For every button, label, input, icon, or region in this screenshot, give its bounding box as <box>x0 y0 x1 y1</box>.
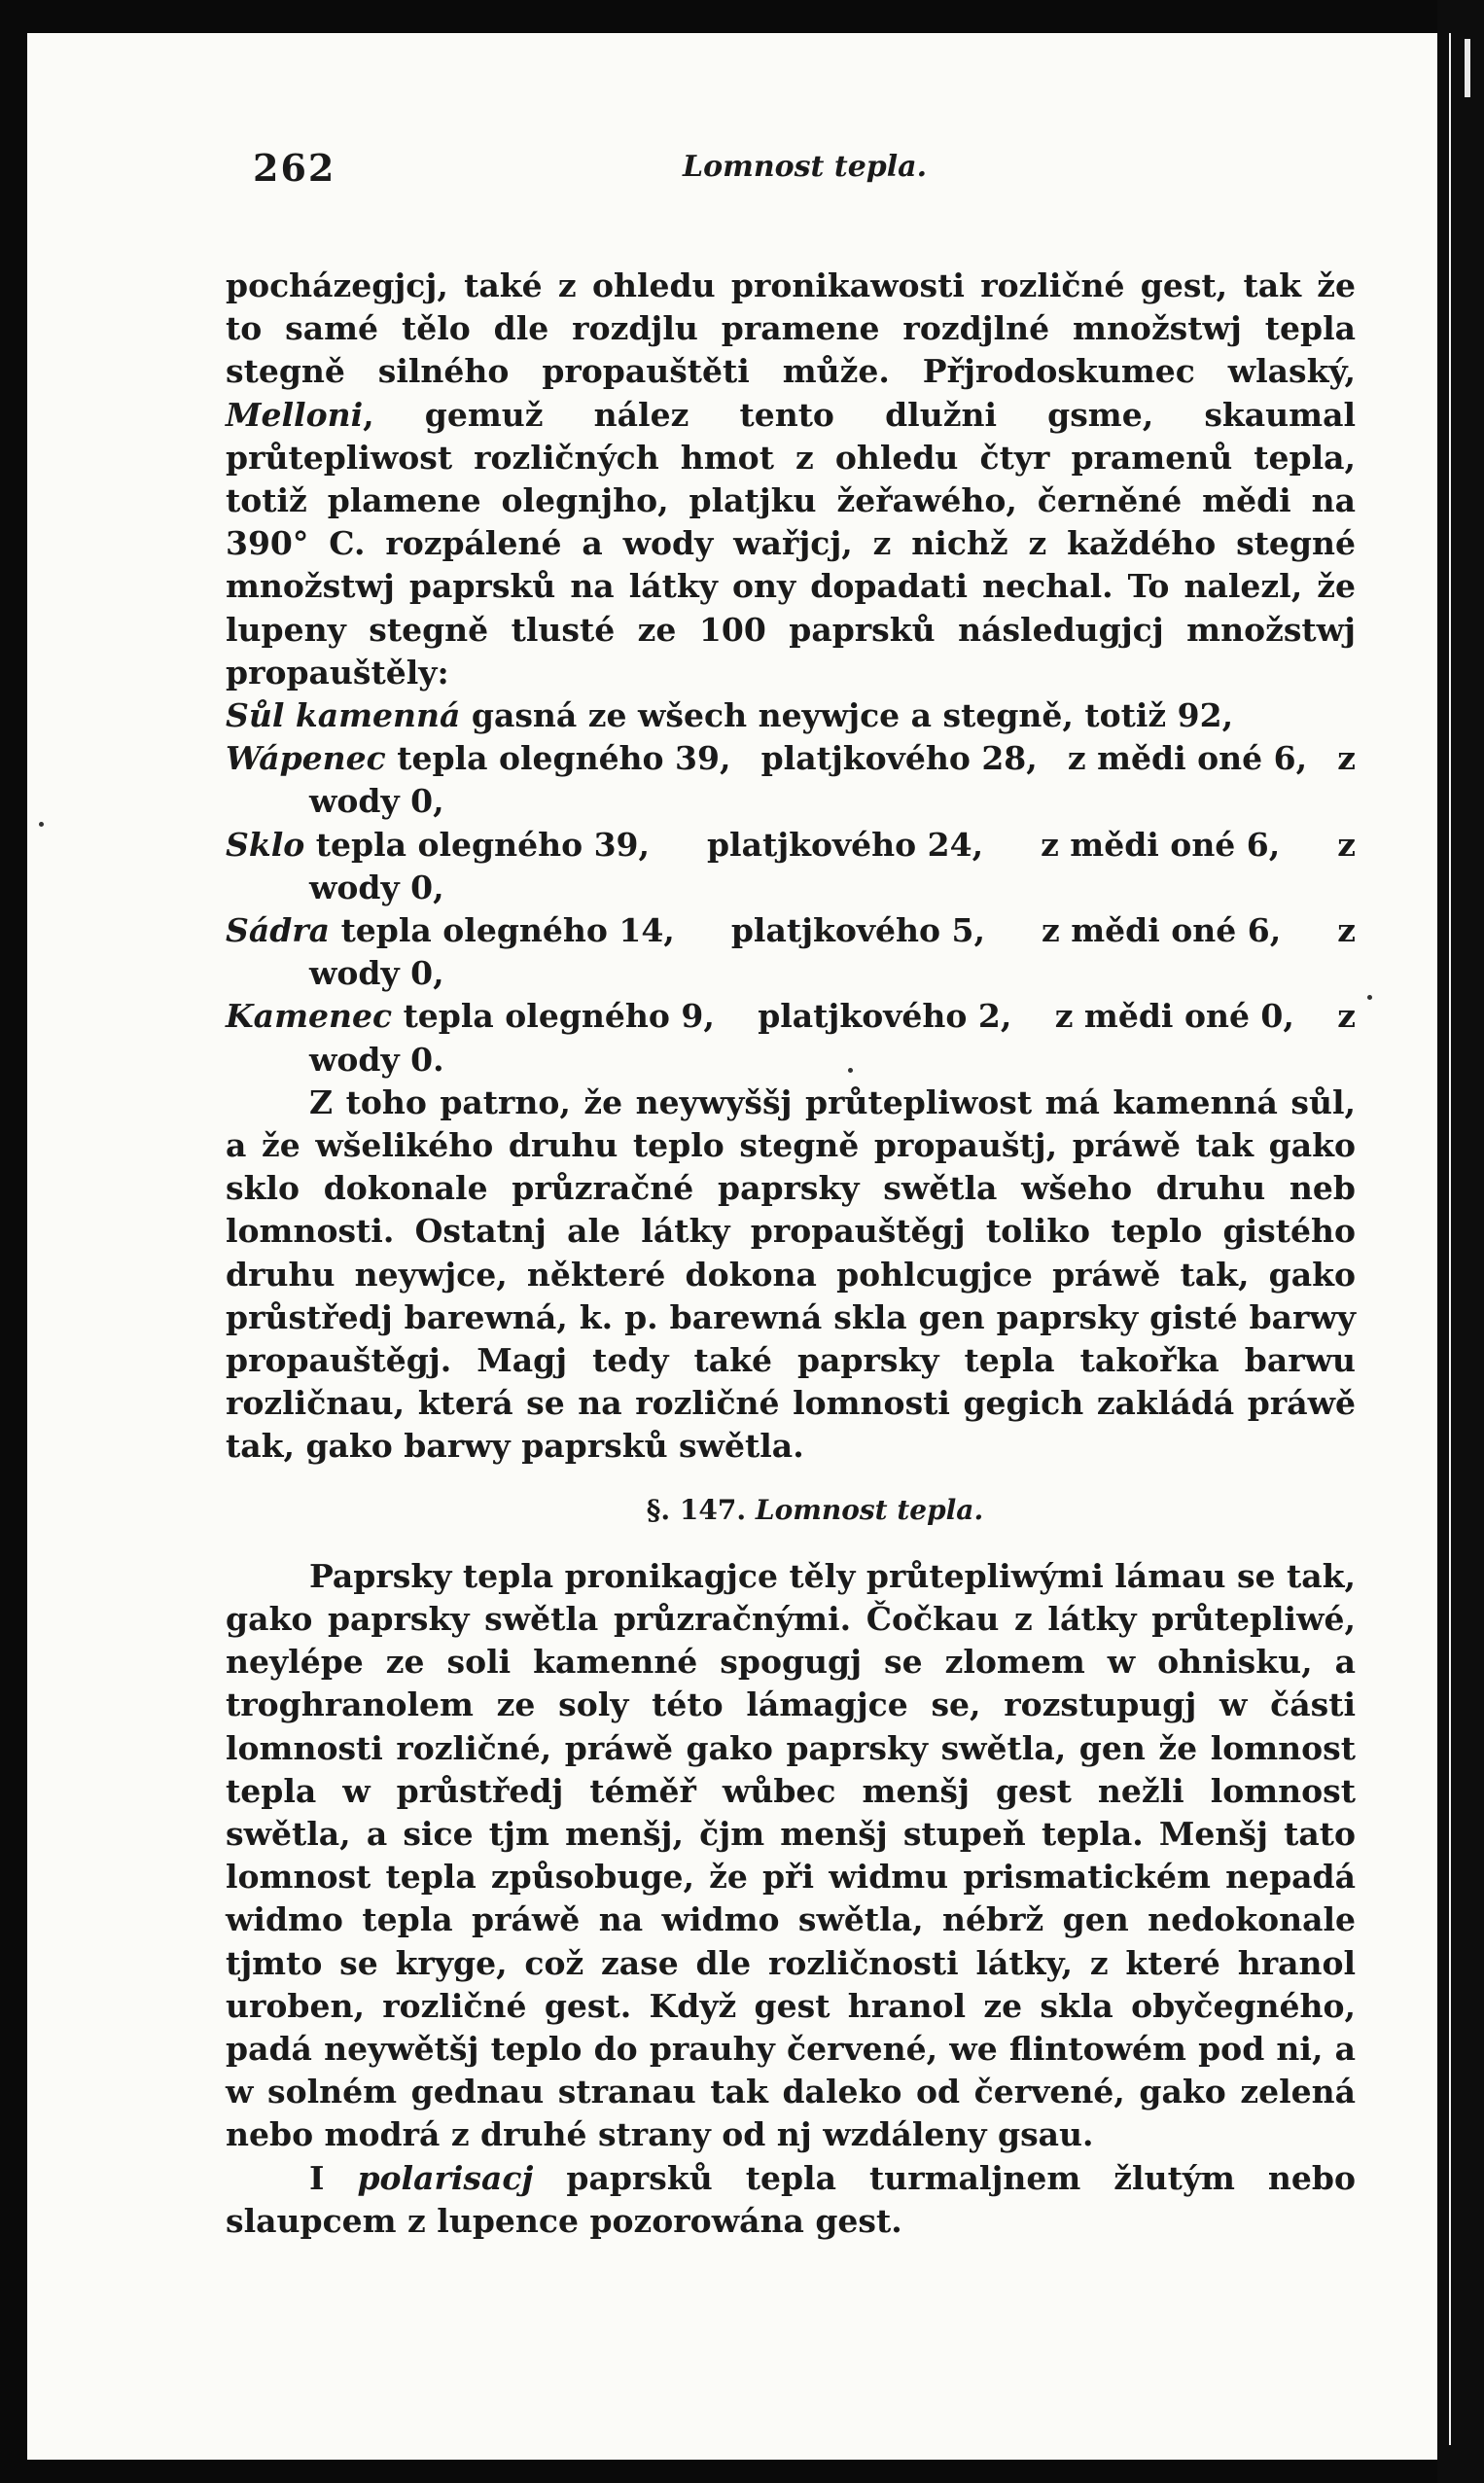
list-entry-gypsum <box>226 909 1356 995</box>
entry-text: gasná ze wšech neywjce a stegně, totiž 92, <box>471 696 1234 735</box>
entry-continuation: wody 0, <box>309 954 444 993</box>
paragraph-3: Paprsky tepla pronikagjce těly průtepliwými lámau se tak, gako paprsky swětla průzračnými. Čočkau z látky průtepliwé, neylépe ze soli kamenné spogugj se zlomem w ohnisku, a troghranolem ze soly této lámagjce se, rozstupugj w části lomnosti rozličné, práwě gako paprsky swětla, gen že lomnost tepla w průstředj téměř wůbec menšj gest nežli lomnost swětla, a sice tjm menšj, čjm menšj stupeň tepla. Menšj tato lomnost tepla způsobuge, že při widmu prismatickém nepadá widmo tepla práwě na widmo swětla, nébrž gen nedokonale tjmto se kryge, což zase dle rozličnosti látky, z které hranol uroben, rozličné gest. Když gest hranol ze skla obyčegného, padá neywětšj teplo do prauhy červené, we flintowém pod ni, a w solném gednau stranau tak daleko od červené, gako zelená nebo modrá z druhé strany od nj wzdáleny gsau. <box>226 1556 1356 2154</box>
entry-col-3: z mědi oné 6, <box>1042 911 1282 950</box>
entry-col-4: z <box>1337 911 1356 950</box>
entry-continuation: wody 0, <box>309 782 444 821</box>
entry-col-2: platjkového 24, <box>706 825 984 864</box>
entry-continuation: wody 0. <box>309 1040 444 1079</box>
entry-col-2: platjkového 28, <box>760 739 1038 778</box>
entry-name: Kamenec <box>226 997 393 1036</box>
entry-name: Sůl kamenná <box>226 696 461 735</box>
list-entry-alum <box>226 995 1356 1081</box>
entry-name: Sádra <box>226 911 331 950</box>
entry-col-1: tepla olegného 9, <box>403 997 715 1036</box>
page-edge-line <box>1449 33 1451 2445</box>
paragraph-4-term: polarisacj <box>357 2158 534 2197</box>
paragraph-1-text-b: , gemuž nález tento dlužni gsme, skaumal průtepliwost rozličných hmot z ohledu čtyr pramenů tepla, totiž plamene olegnjho, platjku žeřawého, černěné mědi na 390° C. rozpálené a wody wařjcj, z nichž z každého stegné množstwj paprsků na látky ony dopadati nechal. To nalezl, že lupeny stegně tlusté ze 100 paprsků následugjcj množstwj propauštěly: <box>226 395 1356 692</box>
speck <box>1367 995 1372 1000</box>
page-content <box>226 146 1356 2243</box>
entry-col-1: tepla olegného 39, <box>397 739 731 778</box>
entry-col-4: z <box>1337 825 1356 864</box>
paragraph-2: Z toho patrno, že neywyššj průtepliwost má kamenná sůl, a že wšelikého druhu teplo stegně propauštj, práwě tak gako sklo dokonale průzračné paprsky swětla wšeho druhu neb lomnosti. Ostatnj ale látky propauštěgj toliko teplo gistého druhu neywjce, některé dokona pohlcugjce práwě tak, gako průstředj barewná, k. p. barewná skla gen paprsky gisté barwy propauštěgj. Magj tedy také paprsky tepla takořka barwu rozličnau, která se na rozličné lomnosti gegich zakládá práwě tak, gako barwy paprsků swětla. <box>226 1082 1356 1466</box>
speck <box>39 822 44 827</box>
section-heading <box>226 1494 1356 1526</box>
entry-col-1: tepla olegného 14, <box>340 911 675 950</box>
paragraph-1 <box>226 265 1356 694</box>
section-number: §. 147. <box>646 1493 747 1526</box>
entry-col-2: platjkového 5, <box>730 911 985 950</box>
list-entry-limestone <box>226 737 1356 823</box>
entry-col-4: z <box>1337 739 1356 778</box>
list-entry-salt <box>226 694 1356 737</box>
entry-col-2: platjkového 2, <box>758 997 1012 1036</box>
entry-col-4: z <box>1337 997 1356 1036</box>
scan-border <box>1437 0 1484 2483</box>
paragraph-1-name: Melloni <box>226 395 364 434</box>
paragraph-4-text-b: paprsků tepla turmaljnem žlutým nebo slaupcem z lupence pozorowána gest. <box>226 2158 1356 2240</box>
entry-col-3: z mědi oné 0, <box>1054 997 1294 1036</box>
page-edge-mark <box>1465 39 1470 97</box>
entry-continuation: wody 0, <box>309 868 444 906</box>
section-title: Lomnost tepla. <box>755 1493 984 1526</box>
paragraph-1-text-a: pocházegjcj, také z ohledu pronikawosti rozličné gest, tak že to samé tělo dle rozdjlu pramene rozdjlné množstwj tepla stegně silného propauštěti může. Přjrodoskumec wlaský, <box>226 266 1356 391</box>
paragraph-4 <box>226 2157 1356 2243</box>
entry-col-3: z mědi oné 6, <box>1041 825 1281 864</box>
list-entry-glass <box>226 824 1356 909</box>
running-title: Lomnost tepla. <box>683 150 928 184</box>
paragraph-4-text-a: I <box>309 2158 358 2197</box>
page-number: 262 <box>253 146 336 190</box>
entry-name: Sklo <box>226 825 305 864</box>
entry-name: Wápenec <box>226 739 386 778</box>
entry-col-1: tepla olegného 39, <box>315 825 650 864</box>
page-header <box>226 146 1356 190</box>
entry-col-3: z mědi oné 6, <box>1067 739 1308 778</box>
